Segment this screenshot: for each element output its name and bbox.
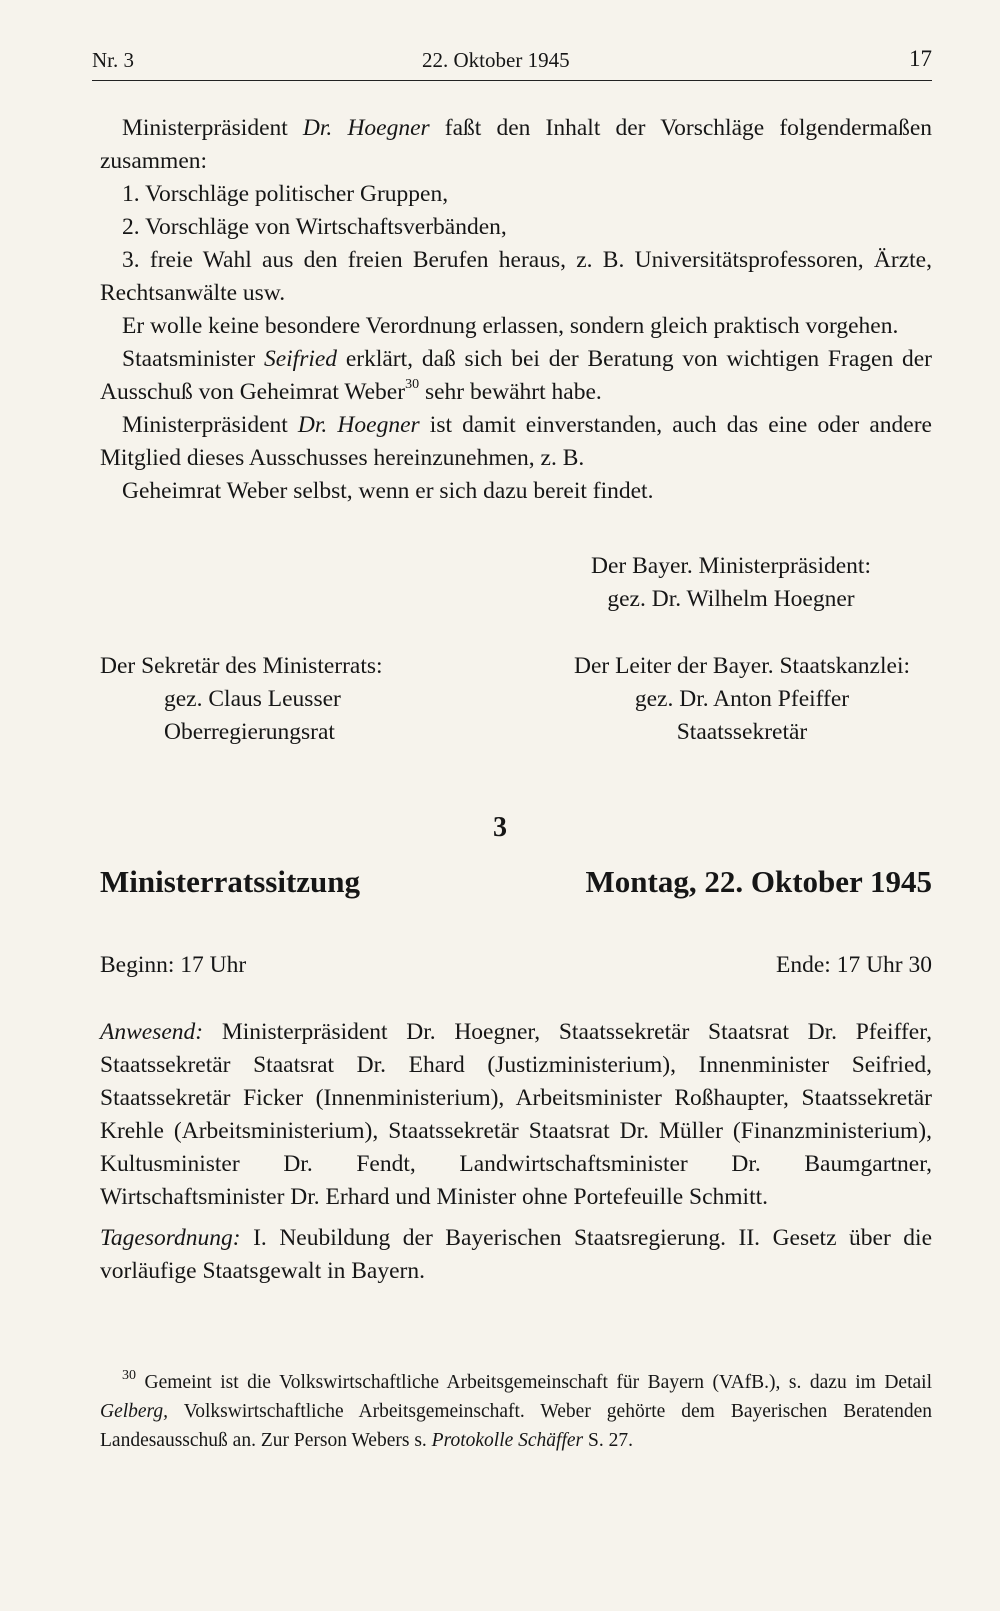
session-start: Beginn: 17 Uhr (100, 952, 247, 978)
footnote-number: 30 (122, 1367, 136, 1383)
chancellery-signature (551, 650, 933, 749)
footnote-reference: Protokolle Schäffer (431, 1430, 584, 1451)
agenda-label: Tagesordnung: (100, 1225, 241, 1251)
signature-name: gez. Claus Leusser (164, 686, 341, 712)
list-item: 1. Vorschläge politischer Gruppen, (122, 181, 449, 207)
list-item: 2. Vorschläge von Wirtschaftsverbänden, (122, 214, 507, 240)
minutes-body (100, 112, 932, 508)
agenda-paragraph: Tagesordnung: I. Neubildung der Bayerischen Staatsregierung. II. Gesetz über die vorläufige Staatsgewalt in Bayern. (100, 1225, 932, 1284)
signature-rank: Oberregierungsrat (164, 719, 335, 745)
attendance-paragraph: Anwesend: Ministerpräsident Dr. Hoegner, Staatssekretär Staatsrat Dr. Pfeiffer, Staatssekretär Staatsrat Dr. Ehard (Justizministerium), Innenminister Seifried, Staatssekretär Ficker (Innenministerium), Arbeitsminister Roßhaupter, Staatssekretär Krehle (Arbeitsministerium), Staatssekretär Staatsrat Dr. Müller (Finanzministerium), Kultusminister Dr. Fendt, Landwirtschaftsminister Dr. Baumgartner, Wirtschaftsminister Dr. Erhard und Minister ohne Portefeuille Schmitt. (100, 1019, 932, 1210)
secretary-signature (100, 650, 430, 749)
signature-title: Der Sekretär des Ministerrats: (100, 653, 383, 679)
speaker-name: Dr. Hoegner (302, 115, 430, 141)
session-end: Ende: 17 Uhr 30 (776, 952, 932, 978)
header-date: 22. Oktober 1945 (422, 48, 570, 72)
signature-title: Der Bayer. Ministerpräsident: (591, 553, 871, 579)
section-number: 3 (493, 812, 507, 843)
session-details (100, 1016, 932, 1288)
speaker-name: Seifried (263, 346, 338, 372)
footnote-ref[interactable]: 30 (405, 377, 420, 393)
speaker-name: Dr. Hoegner (297, 412, 420, 438)
page-header (92, 48, 932, 82)
paragraph-weber: Geheimrat Weber selbst, wenn er sich dazu bereit findet. (122, 478, 654, 504)
signature-title: Der Leiter der Bayer. Staatskanzlei: (573, 653, 911, 679)
minister-signature (578, 550, 884, 616)
paragraph-seifried: Staatsminister Seifried erklärt, daß sich bei der Beratung von wichtigen Fragen der Ausschuß von Geheimrat Weber$^{30}$ sehr bewährt habe. (100, 346, 932, 405)
footnote-text: $^{30}$ Gemeint ist die Volkswirtschaftliche Arbeitsgemeinschaft für Bayern (VAfB.), s. dazu im Detail Gelberg, Volkswirtschaftliche Arbeitsgemeinschaft. Weber gehörte dem Bayerischen Beratenden Landesausschuß an. Zur Person Webers s. Protokolle Schäffer S. 27. (100, 1367, 932, 1451)
paragraph-agreement: Ministerpräsident Dr. Hoegner ist damit einverstanden, auch das eine oder andere Mitglied dieses Ausschusses hereinzunehmen, z. B. (100, 412, 932, 471)
signature-name: gez. Dr. Wilhelm Hoegner (607, 586, 855, 612)
list-item: 3. freie Wahl aus den freien Berufen heraus, z. B. Universitätsprofessoren, Ärzte, Rechtsanwälte usw. (100, 247, 932, 306)
page-number: 17 (909, 46, 932, 71)
paragraph-procedure: Er wolle keine besondere Verordnung erlassen, sondern gleich praktisch vorgehen. (122, 313, 899, 339)
signature-rank: Staatssekretär (676, 719, 808, 745)
session-title: Ministerratssitzung (100, 864, 361, 899)
paragraph-summary: Ministerpräsident Dr. Hoegner faßt den Inhalt der Vorschläge folgendermaßen zusammen: (100, 115, 932, 174)
footnote-reference: Gelberg, (100, 1401, 169, 1422)
signature-name: gez. Dr. Anton Pfeiffer (634, 686, 850, 712)
session-date: Montag, 22. Oktober 1945 (585, 864, 932, 899)
header-rule (92, 80, 932, 81)
attendance-label: Anwesend: (100, 1019, 204, 1045)
footnote (100, 1368, 932, 1455)
issue-number: Nr. 3 (92, 48, 134, 72)
